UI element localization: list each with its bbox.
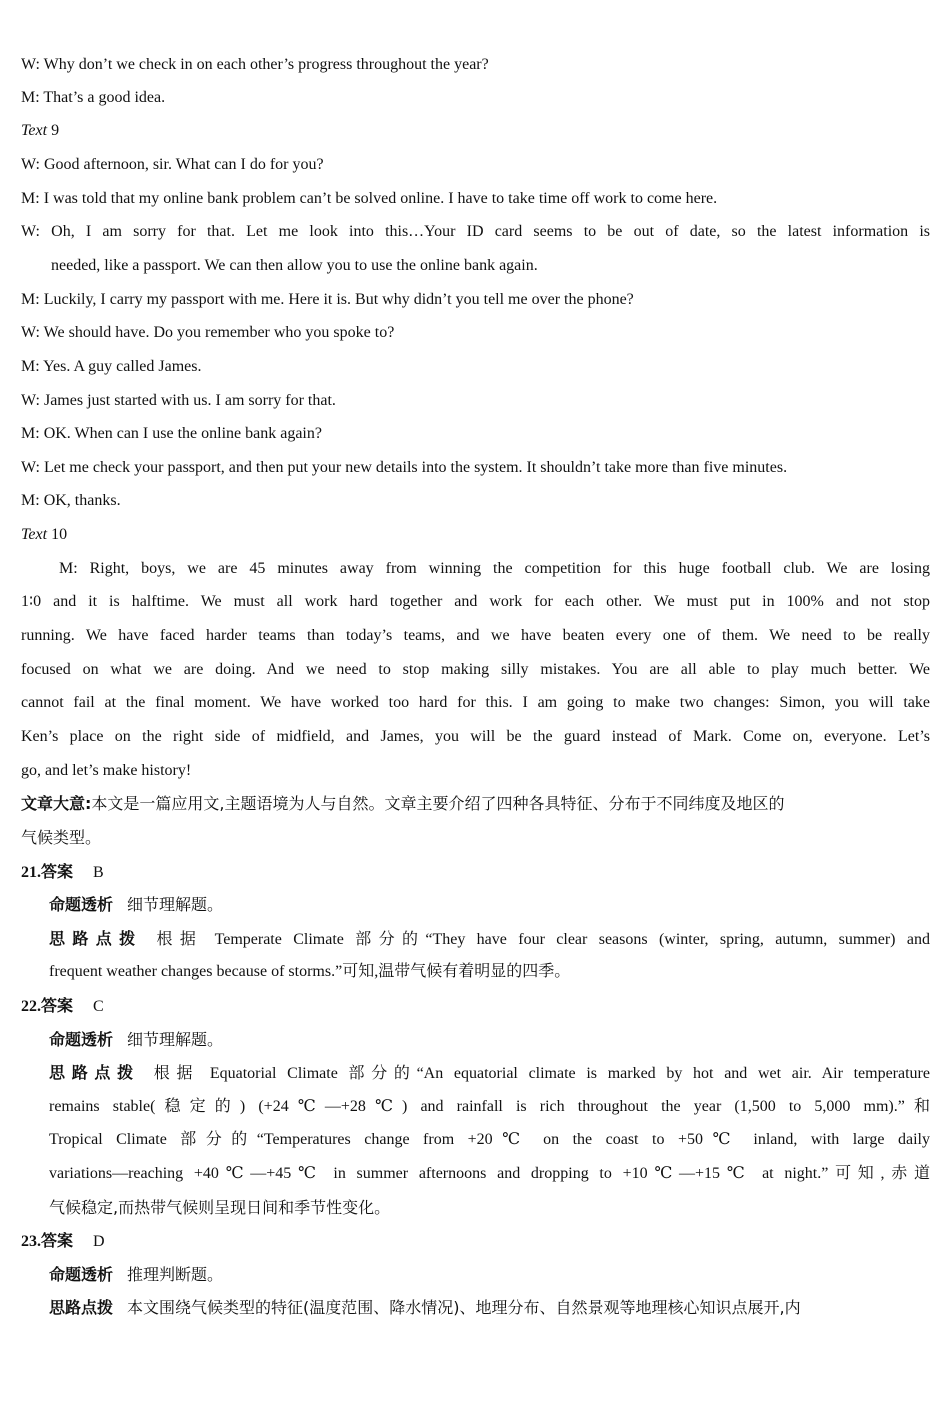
dialogue-text: Yes. A guy called James. bbox=[43, 358, 202, 375]
hint-text: 本文围绕气候类型的特征(温度范围、降水情况)、地理分布、自然景观等地理核心知识点展开,内 bbox=[127, 1298, 801, 1317]
section-heading bbox=[21, 523, 930, 547]
hint-line bbox=[49, 1296, 930, 1320]
speaker-label: W bbox=[21, 392, 36, 409]
dialogue-line: W: We should have. Do you remember who you spoke to? bbox=[21, 324, 395, 341]
analysis-label: 命题透析 bbox=[49, 1265, 114, 1284]
heading-label: Text bbox=[21, 526, 48, 543]
dialogue-line: W: Why don’t we check in on each other’s progress throughout the year? bbox=[21, 56, 489, 73]
dialogue-text: Oh, I am sorry for that. Let me look into this…Your ID card seems to be out of date, so the latest information is bbox=[51, 223, 930, 240]
hint-line: 气候稳定,而热带气候则呈现日间和季节性变化。 bbox=[49, 1198, 391, 1217]
speaker-label: W bbox=[21, 156, 36, 173]
dialogue-line: W: Good afternoon, sir. What can I do for you? bbox=[21, 156, 324, 173]
hint-line: remains stable(稳定的) (+24℃—+28℃) and rainfall is rich throughout the year (1,500 to 5,000 mm).”和 bbox=[49, 1098, 930, 1115]
dialogue-line: W: Oh, I am sorry for that. Let me look into this…Your ID card seems to be out of date, so the latest information is bbox=[21, 223, 930, 240]
heading-number: 9 bbox=[51, 122, 60, 139]
answer-line bbox=[21, 860, 930, 884]
summary-label: 文章大意: bbox=[21, 794, 92, 813]
answer-label: 答案 bbox=[41, 862, 74, 881]
hint-line: variations—reaching +40℃—+45℃ in summer afternoons and dropping to +10℃—+15℃ at night.”可知,赤道 bbox=[49, 1165, 930, 1182]
dialogue-continuation: needed, like a passport. We can then allow you to use the online bank again. bbox=[51, 257, 538, 274]
dialogue-line: M: Luckily, I carry my passport with me. Here it is. But why didn’t you tell me over the phone? bbox=[21, 291, 634, 308]
speaker-label: M bbox=[21, 190, 36, 207]
dialogue-line: M: Yes. A guy called James. bbox=[21, 358, 202, 375]
heading-number: 10 bbox=[51, 526, 68, 543]
speaker-label: M bbox=[21, 492, 36, 509]
dialogue-text: That’s a good idea. bbox=[43, 89, 166, 106]
dialogue-text: I was told that my online bank problem can’t be solved online. I have to take time off work to come here. bbox=[43, 190, 718, 207]
monologue-line: Ken’s place on the right side of midfield, and James, you will be the guard instead of Mark. Come on, everyone. Let’s bbox=[21, 728, 930, 745]
dialogue-line: M: OK, thanks. bbox=[21, 492, 121, 509]
dialogue-text: James just started with us. I am sorry for that. bbox=[43, 392, 336, 409]
speaker-label: M bbox=[21, 89, 36, 106]
hint-text: 根据 Temperate Climate 部分的“They have four clear seasons (winter, spring, autumn, summer) and bbox=[156, 931, 930, 948]
speaker-label: W bbox=[21, 56, 36, 73]
section-heading bbox=[21, 119, 930, 143]
question-number: 23. bbox=[21, 1233, 41, 1250]
hint-label: 思路点拨 bbox=[49, 1063, 140, 1082]
monologue-line: go, and let’s make history! bbox=[21, 762, 192, 779]
speaker-label: M bbox=[21, 291, 36, 308]
dialogue-text: We should have. Do you remember who you spoke to? bbox=[43, 324, 395, 341]
dialogue-text: OK, thanks. bbox=[43, 492, 121, 509]
answer-label: 答案 bbox=[41, 1231, 74, 1250]
summary-text: 本文是一篇应用文,主题语境为人与自然。文章主要介绍了四种各具特征、分布于不同纬度及地区的 bbox=[91, 794, 785, 813]
monologue-line: cannot fail at the final moment. We have worked too hard for this. I am going to make two changes: Simon, you will take bbox=[21, 694, 930, 711]
page-bottom-margin bbox=[0, 1330, 950, 1407]
answer-line bbox=[21, 994, 930, 1018]
summary-line: 气候类型。 bbox=[21, 828, 102, 847]
answer-line bbox=[21, 1229, 930, 1253]
dialogue-line: M: I was told that my online bank problem can’t be solved online. I have to take time off work to come here. bbox=[21, 190, 718, 207]
speaker-label: W bbox=[21, 324, 36, 341]
analysis-label: 命题透析 bbox=[49, 895, 114, 914]
answer-letter: C bbox=[93, 998, 104, 1015]
hint-line bbox=[49, 927, 930, 951]
dialogue-line: W: James just started with us. I am sorry for that. bbox=[21, 392, 336, 409]
monologue-line: running. We have faced harder teams than today’s teams, and we have beaten every one of them. We need to be really bbox=[21, 627, 930, 644]
heading-label: Text bbox=[21, 122, 48, 139]
analysis-text: 推理判断题。 bbox=[127, 1265, 224, 1284]
hint-line: Tropical Climate 部分的“Temperatures change from +20℃ on the coast to +50℃ inland, with large daily bbox=[49, 1131, 930, 1148]
summary-line bbox=[21, 792, 930, 816]
hint-line bbox=[49, 1061, 930, 1085]
speaker-label: W bbox=[21, 459, 36, 476]
monologue-line: focused on what we are doing. And we need to stop making silly mistakes. You are all able to play much better. We bbox=[21, 661, 930, 678]
speaker-label: M bbox=[21, 358, 36, 375]
hint-line: frequent weather changes because of storms.”可知,温带气候有着明显的四季。 bbox=[49, 963, 571, 980]
analysis-line bbox=[49, 1263, 930, 1287]
dialogue-line: M: OK. When can I use the online bank again? bbox=[21, 425, 322, 442]
analysis-text: 细节理解题。 bbox=[127, 1030, 224, 1049]
dialogue-line: M: That’s a good idea. bbox=[21, 89, 166, 106]
hint-label: 思路点拨 bbox=[49, 929, 143, 948]
dialogue-line: W: Let me check your passport, and then put your new details into the system. It shouldn’t take more than five minutes. bbox=[21, 459, 788, 476]
question-number: 21. bbox=[21, 864, 41, 881]
monologue-line: M: Right, boys, we are 45 minutes away from winning the competition for this huge football club. We are losing bbox=[59, 560, 930, 577]
answer-letter: B bbox=[93, 864, 104, 881]
question-number: 22. bbox=[21, 998, 41, 1015]
dialogue-text: Luckily, I carry my passport with me. Here it is. But why didn’t you tell me over the phone? bbox=[43, 291, 634, 308]
analysis-label: 命题透析 bbox=[49, 1030, 114, 1049]
dialogue-text: Why don’t we check in on each other’s progress throughout the year? bbox=[43, 56, 489, 73]
answer-letter: D bbox=[93, 1233, 105, 1250]
analysis-line bbox=[49, 1028, 930, 1052]
speaker-label: W bbox=[21, 223, 36, 240]
speaker-label: M bbox=[21, 425, 36, 442]
dialogue-text: OK. When can I use the online bank again? bbox=[43, 425, 322, 442]
hint-text: 根据 Equatorial Climate 部分的“An equatorial climate is marked by hot and wet air. Air temperature bbox=[153, 1065, 930, 1082]
monologue-line: 1∶0 and it is halftime. We must all work hard together and work for each other. We must put in 100% and not stop bbox=[21, 593, 930, 610]
dialogue-text: Let me check your passport, and then put your new details into the system. It shouldn’t take more than five minutes. bbox=[43, 459, 788, 476]
analysis-text: 细节理解题。 bbox=[127, 895, 224, 914]
hint-label: 思路点拨 bbox=[49, 1298, 114, 1317]
answer-label: 答案 bbox=[41, 996, 74, 1015]
analysis-line bbox=[49, 893, 930, 917]
dialogue-text: Good afternoon, sir. What can I do for you? bbox=[43, 156, 324, 173]
